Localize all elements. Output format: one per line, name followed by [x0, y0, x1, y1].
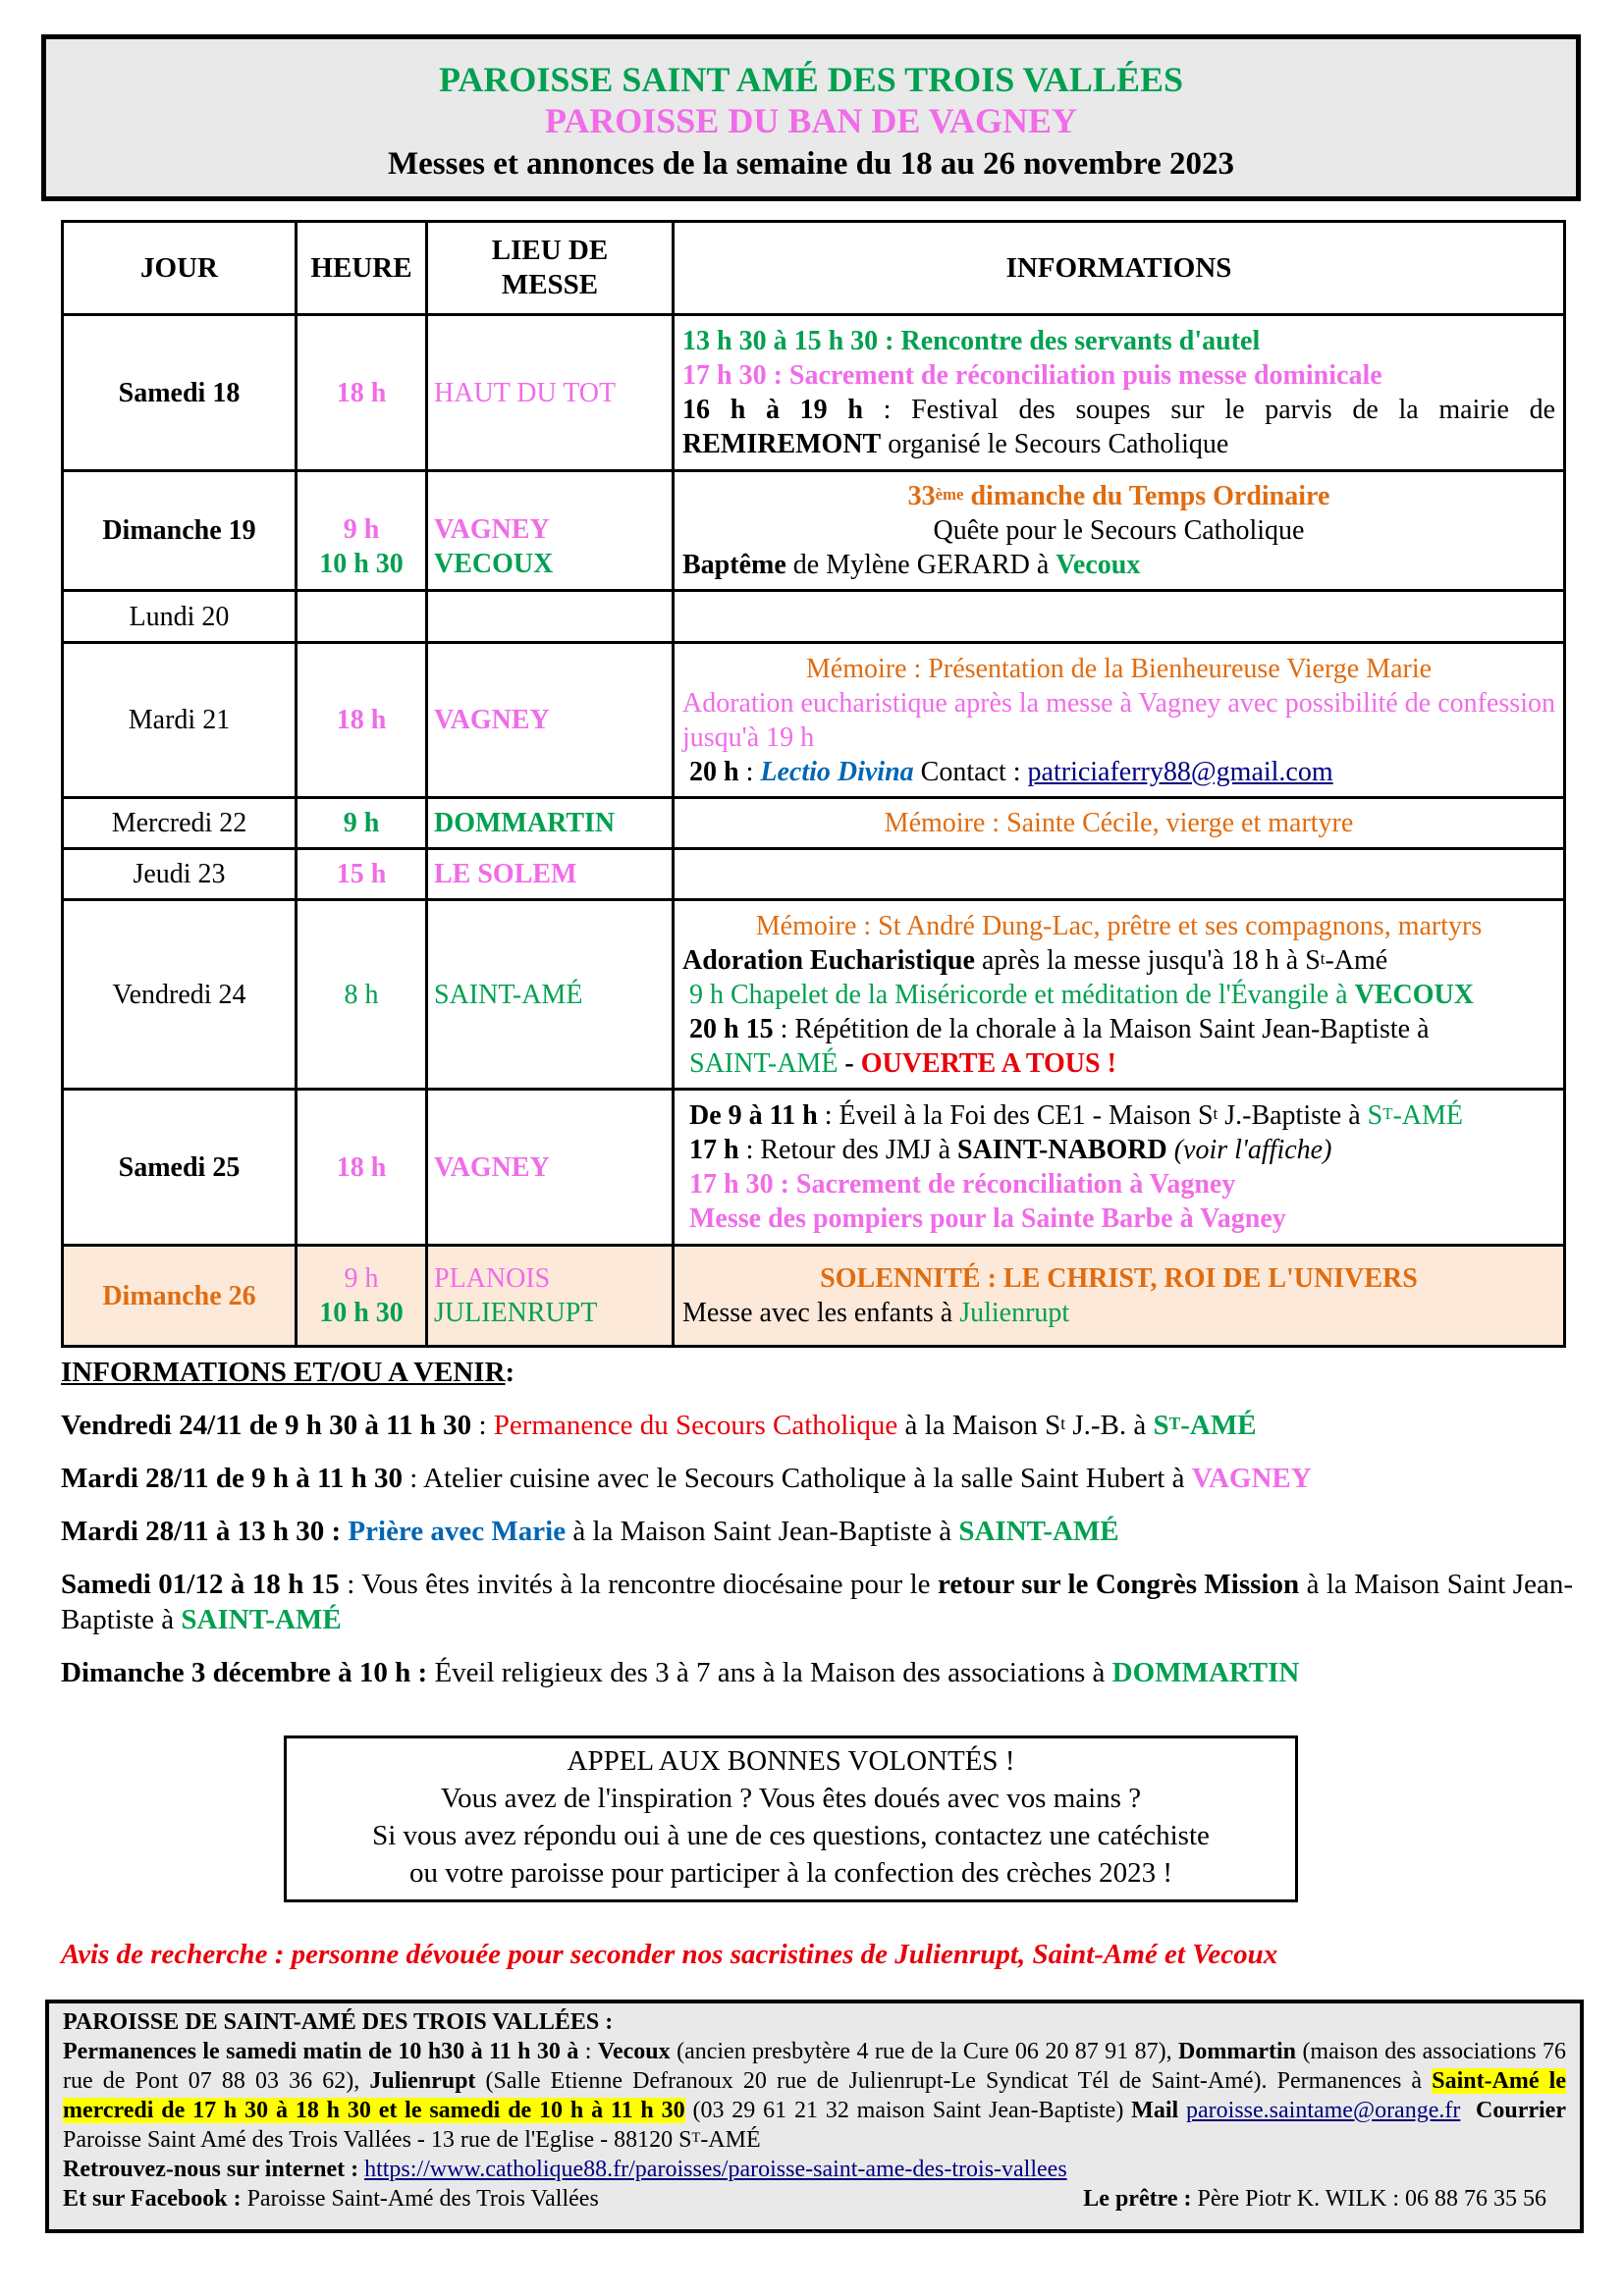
- footer-text: :: [578, 2039, 598, 2064]
- footer-text: Paroisse Saint-Amé des Trois Vallées: [241, 2186, 599, 2212]
- appel-line: Si vous avez répondu oui à une de ces questions, contactez une catéchiste: [372, 1820, 1210, 1851]
- footer-text: Paroisse Saint Amé des Trois Vallées - 13 rue de l'Eglise - 88120 S: [63, 2127, 692, 2153]
- heading-text: INFORMATIONS ET/OU A VENIR: [61, 1357, 506, 1388]
- info-text: à la Maison Saint Jean-Baptiste à: [61, 1569, 1573, 1635]
- time-cell: [297, 471, 427, 591]
- info-line: Quête pour le Secours Catholique: [933, 515, 1305, 546]
- footer-text: (ancien presbytère 4 rue de la Cure 06 20 87 91 87),: [670, 2039, 1179, 2064]
- info-time: 20 h: [689, 756, 739, 787]
- info-place: Julienrupt: [959, 1298, 1070, 1328]
- footer-place: Dommartin: [1178, 2039, 1297, 2064]
- time-cell: 18 h: [297, 643, 427, 798]
- info-sup: t: [1060, 1414, 1066, 1433]
- info-time: 20 h 15: [689, 1013, 774, 1044]
- day-cell: Mardi 21: [63, 643, 297, 798]
- time-cell: 18 h: [297, 315, 427, 471]
- info-line: [682, 943, 1555, 978]
- place-cell: [427, 591, 674, 643]
- info-time: 17 h: [689, 1135, 739, 1165]
- info-line: [682, 393, 1555, 461]
- info-text: : Festival des soupes sur le parvis de la mairie de: [862, 395, 1556, 425]
- info-sup: t: [1213, 1104, 1218, 1123]
- day-cell: Jeudi 23: [63, 849, 297, 900]
- info-date: Mardi 28/11 de 9 h à 11 h 30: [61, 1463, 404, 1494]
- footer-label: Et sur Facebook :: [63, 2186, 242, 2212]
- wanted-notice: Avis de recherche : personne dévouée pour seconder nos sacristines de Julienrupt, Saint-Amé et Vecoux: [61, 1939, 1278, 1970]
- footer-highlight: Saint-Amé le mercredi de 17 h 30 à 18 h 30 et le samedi de 10 h à 11 h 30: [63, 2068, 1566, 2123]
- info-place: VAGNEY: [1191, 1463, 1312, 1494]
- info-cell: [674, 1246, 1565, 1347]
- appel-line: Vous avez de l'inspiration ? Vous êtes doués avec vos mains ?: [440, 1783, 1142, 1814]
- place-value: VECOUX: [434, 549, 554, 579]
- info-text: S: [1367, 1100, 1383, 1131]
- info-line: 17 h 30 : Sacrement de réconciliation puis messe dominicale: [682, 360, 1382, 391]
- info-place: VECOUX: [1354, 979, 1474, 1010]
- footer-title: PAROISSE DE SAINT-AMÉ DES TROIS VALLÉES :: [63, 2009, 614, 2035]
- place-value: VAGNEY: [434, 514, 550, 545]
- title-box: [41, 34, 1581, 201]
- week-subtitle: Messes et annonces de la semaine du 18 au 26 novembre 2023: [388, 146, 1234, 182]
- col-header-heure: HEURE: [297, 222, 427, 315]
- info-sup: T: [1168, 1414, 1181, 1433]
- time-value: 9 h: [343, 514, 380, 545]
- place-cell: DOMMARTIN: [427, 798, 674, 849]
- footer-web: [63, 2155, 1566, 2184]
- info-date: Samedi 01/12 à 18 h 15: [61, 1569, 340, 1600]
- col-header-lieu-l2: MESSE: [501, 269, 599, 300]
- info-text: -: [838, 1047, 861, 1079]
- info-line: [682, 1012, 1555, 1046]
- info-item: [61, 1567, 1573, 1637]
- footer-text: (03 29 61 21 32 maison Saint Jean-Baptiste): [684, 2098, 1132, 2123]
- table-header-row: [63, 222, 1565, 315]
- col-header-lieu: [427, 222, 674, 315]
- footer-last-line: [63, 2184, 1566, 2214]
- time-value: 10 h 30: [319, 549, 404, 579]
- footer-priest: [1083, 2184, 1546, 2214]
- footer-place: Julienrupt: [369, 2068, 476, 2094]
- time-value: 10 h 30: [319, 1298, 404, 1328]
- info-place: SAINT-AMÉ: [181, 1604, 342, 1635]
- info-sup: T: [1382, 1104, 1393, 1123]
- info-text: 9 h Chapelet de la Miséricorde et méditation de l'Évangile à: [689, 979, 1355, 1010]
- info-text: : Éveil à la Foi des CE1 - Maison S: [817, 1100, 1214, 1131]
- table-row: [63, 643, 1565, 798]
- info-cell: [674, 1090, 1565, 1246]
- volunteer-call-box: [284, 1735, 1298, 1902]
- info-line: [682, 1201, 1555, 1236]
- place-cell: [427, 1246, 674, 1347]
- info-text: Permanence du Secours Catholique: [493, 1410, 898, 1441]
- footer-sup: T: [691, 2130, 701, 2146]
- info-text: -AMÉ: [1180, 1410, 1257, 1441]
- info-text: organisé le Secours Catholique: [881, 429, 1229, 459]
- info-place: REMIREMONT: [682, 429, 882, 459]
- contact-email-link[interactable]: patriciaferry88@gmail.com: [1027, 756, 1333, 787]
- info-text: Messe des pompiers pour la Sainte Barbe à Vagney: [689, 1203, 1286, 1234]
- info-line: [682, 755, 1555, 789]
- day-cell: Samedi 18: [63, 315, 297, 471]
- info-text: : Répétition de la chorale à la Maison Saint Jean-Baptiste à: [773, 1013, 1430, 1044]
- info-line: [682, 548, 1555, 582]
- info-text: :: [471, 1410, 494, 1441]
- email-link[interactable]: paroisse.saintame@orange.fr: [1186, 2098, 1461, 2123]
- appel-title: APPEL AUX BONNES VOLONTÉS !: [567, 1745, 1015, 1777]
- footer-text: (Salle Etienne Defranoux 20 rue de Julienrupt-Le Syndicat Tél de Saint-Amé). Permanences à: [475, 2068, 1433, 2094]
- info-date: Vendredi 24/11 de 9 h 30 à 11 h 30: [61, 1410, 472, 1441]
- day-cell: Mercredi 22: [63, 798, 297, 849]
- info-sup: ème: [935, 485, 964, 504]
- info-place: SAINT-NABORD: [957, 1135, 1167, 1165]
- info-text: -AMÉ: [1392, 1100, 1464, 1131]
- col-header-lieu-l1: LIEU DE: [491, 235, 609, 266]
- footer-text: Père Piotr K. WILK : 06 88 76 35 56: [1191, 2186, 1546, 2212]
- info-text: : Atelier cuisine avec le Secours Catholique à la salle Saint Hubert à: [403, 1463, 1192, 1494]
- parish-title-vagney: PAROISSE DU BAN DE VAGNEY: [544, 101, 1078, 140]
- info-line: [682, 479, 1555, 513]
- time-cell: 8 h: [297, 900, 427, 1090]
- footer-permanences: [63, 2037, 1566, 2155]
- day-cell: Lundi 20: [63, 591, 297, 643]
- place-cell: HAUT DU TOT: [427, 315, 674, 471]
- col-header-jour: JOUR: [63, 222, 297, 315]
- footer-label: Le prêtre :: [1083, 2186, 1192, 2212]
- info-place: SAINT-AMÉ: [958, 1516, 1119, 1547]
- info-text: OUVERTE A TOUS !: [860, 1047, 1116, 1079]
- time-cell: 15 h: [297, 849, 427, 900]
- table-row: [63, 849, 1565, 900]
- info-line: SOLENNITÉ : LE CHRIST, ROI DE L'UNIVERS: [820, 1263, 1418, 1294]
- place-cell: SAINT-AMÉ: [427, 900, 674, 1090]
- info-text: à la Maison S: [897, 1410, 1061, 1441]
- info-place: Vecoux: [1056, 550, 1141, 580]
- info-text: retour sur le Congrès Mission: [937, 1569, 1300, 1600]
- info-cell: [674, 471, 1565, 591]
- info-text: -Amé: [1325, 944, 1388, 976]
- info-text: 33: [907, 481, 936, 511]
- info-line: [682, 1046, 1555, 1081]
- info-text: Messe avec les enfants à: [682, 1298, 960, 1328]
- info-item: [61, 1514, 1573, 1549]
- info-text: dimanche du Temps Ordinaire: [963, 481, 1330, 511]
- info-line: [682, 1167, 1555, 1201]
- mass-schedule-table: [61, 220, 1566, 1348]
- info-text: J.-Baptiste à: [1218, 1100, 1368, 1131]
- place-cell: VAGNEY: [427, 643, 674, 798]
- time-value: 9 h: [344, 1263, 379, 1294]
- footer-label: Courrier: [1476, 2098, 1566, 2123]
- parish-title-saint-ame: PAROISSE SAINT AMÉ DES TROIS VALLÉES: [439, 60, 1183, 99]
- info-text: : Retour des JMJ à: [738, 1135, 958, 1165]
- info-item: [61, 1408, 1573, 1443]
- info-text: de Mylène GERARD à: [785, 550, 1056, 580]
- info-line: Mémoire : Sainte Cécile, vierge et martyre: [884, 808, 1354, 838]
- day-cell: Dimanche 19: [63, 471, 297, 591]
- table-row: [63, 798, 1565, 849]
- info-cell: [674, 900, 1565, 1090]
- info-place: [1368, 1100, 1463, 1131]
- info-text: à la Maison Saint Jean-Baptiste à: [566, 1516, 959, 1547]
- parish-contact-footer: [45, 2000, 1584, 2233]
- info-time: 16 h à 19 h: [682, 395, 863, 425]
- footer-label: Retrouvez-nous sur internet :: [63, 2157, 359, 2182]
- appel-line: ou votre paroisse pour participer à la confection des crèches 2023 !: [408, 1857, 1173, 1889]
- info-cell: [674, 849, 1565, 900]
- table-row: [63, 591, 1565, 643]
- table-row: [63, 1090, 1565, 1246]
- info-time: De 9 à 11 h: [689, 1100, 818, 1131]
- time-cell: [297, 591, 427, 643]
- footer-label: Mail: [1131, 2098, 1179, 2123]
- info-line: Mémoire : St André Dung-Lac, prêtre et ses compagnons, martyrs: [755, 910, 1483, 941]
- table-row-highlighted: [63, 1246, 1565, 1347]
- table-row: [63, 900, 1565, 1090]
- upcoming-information: [61, 1355, 1573, 1708]
- info-item: [61, 1655, 1573, 1690]
- info-line: [682, 1296, 1555, 1330]
- info-sup: t: [1320, 948, 1326, 968]
- info-cell: [674, 798, 1565, 849]
- info-text: J.-B. à: [1065, 1410, 1154, 1441]
- day-cell: Dimanche 26: [63, 1246, 297, 1347]
- info-text: Lectio Divina: [760, 756, 914, 787]
- footer-place: Vecoux: [597, 2039, 671, 2064]
- heading-suffix: :: [505, 1357, 515, 1388]
- place-cell: [427, 471, 674, 591]
- info-text: :: [738, 756, 761, 787]
- place-cell: LE SOLEM: [427, 849, 674, 900]
- place-cell: VAGNEY: [427, 1090, 674, 1246]
- footer-text: (maison des associations 76 rue de Pont 07 88 03 36 62),: [63, 2039, 1567, 2094]
- info-date: Dimanche 3 décembre à 10 h :: [61, 1657, 428, 1688]
- footer-facebook: [63, 2184, 599, 2214]
- info-text: Prière avec Marie: [341, 1516, 567, 1547]
- day-cell: Vendredi 24: [63, 900, 297, 1090]
- info-item: [61, 1461, 1573, 1496]
- info-line: 13 h 30 à 15 h 30 : Rencontre des servants d'autel: [682, 326, 1261, 356]
- info-line: Adoration eucharistique après la messe à Vagney avec possibilité de confession jusqu'à 19 h: [682, 687, 1555, 753]
- info-text: après la messe jusqu'à 18 h à S: [974, 944, 1321, 976]
- info-cell: [674, 315, 1565, 471]
- table-row: [63, 471, 1565, 591]
- table-row: [63, 315, 1565, 471]
- section-heading: [61, 1355, 1573, 1390]
- info-cell: [674, 591, 1565, 643]
- col-header-informations: INFORMATIONS: [674, 222, 1565, 315]
- day-cell: Samedi 25: [63, 1090, 297, 1246]
- info-text: Baptême: [682, 550, 786, 580]
- place-value: PLANOIS: [434, 1263, 551, 1294]
- info-text: (voir l'affiche): [1166, 1135, 1332, 1165]
- info-text: Éveil religieux des 3 à 7 ans à la Maison des associations à: [427, 1657, 1112, 1688]
- info-place: [1153, 1410, 1256, 1441]
- footer-text: -AMÉ: [700, 2127, 761, 2153]
- info-text: : Vous êtes invités à la rencontre diocésaine pour le: [339, 1569, 938, 1600]
- time-cell: [297, 1246, 427, 1347]
- info-line: [682, 978, 1555, 1012]
- info-text: S: [1153, 1410, 1169, 1441]
- footer-text: Permanences le samedi matin de 10 h30 à 11 h 30 à: [63, 2039, 579, 2064]
- info-line: Mémoire : Présentation de la Bienheureuse Vierge Marie: [805, 653, 1433, 684]
- info-text: 17 h 30 : Sacrement de réconciliation à Vagney: [689, 1169, 1236, 1200]
- info-text: Contact :: [913, 756, 1028, 787]
- info-cell: [674, 643, 1565, 798]
- website-link[interactable]: https://www.catholique88.fr/paroisses/paroisse-saint-ame-des-trois-vallees: [364, 2157, 1067, 2182]
- info-place: DOMMARTIN: [1111, 1657, 1300, 1688]
- info-line: [682, 1133, 1555, 1167]
- time-cell: 9 h: [297, 798, 427, 849]
- info-date: Mardi 28/11 à 13 h 30 :: [61, 1516, 342, 1547]
- info-text: Adoration Eucharistique: [682, 944, 975, 976]
- info-place: SAINT-AMÉ: [689, 1047, 839, 1079]
- place-value: JULIENRUPT: [434, 1298, 598, 1328]
- time-cell: 18 h: [297, 1090, 427, 1246]
- info-line: [682, 1098, 1555, 1133]
